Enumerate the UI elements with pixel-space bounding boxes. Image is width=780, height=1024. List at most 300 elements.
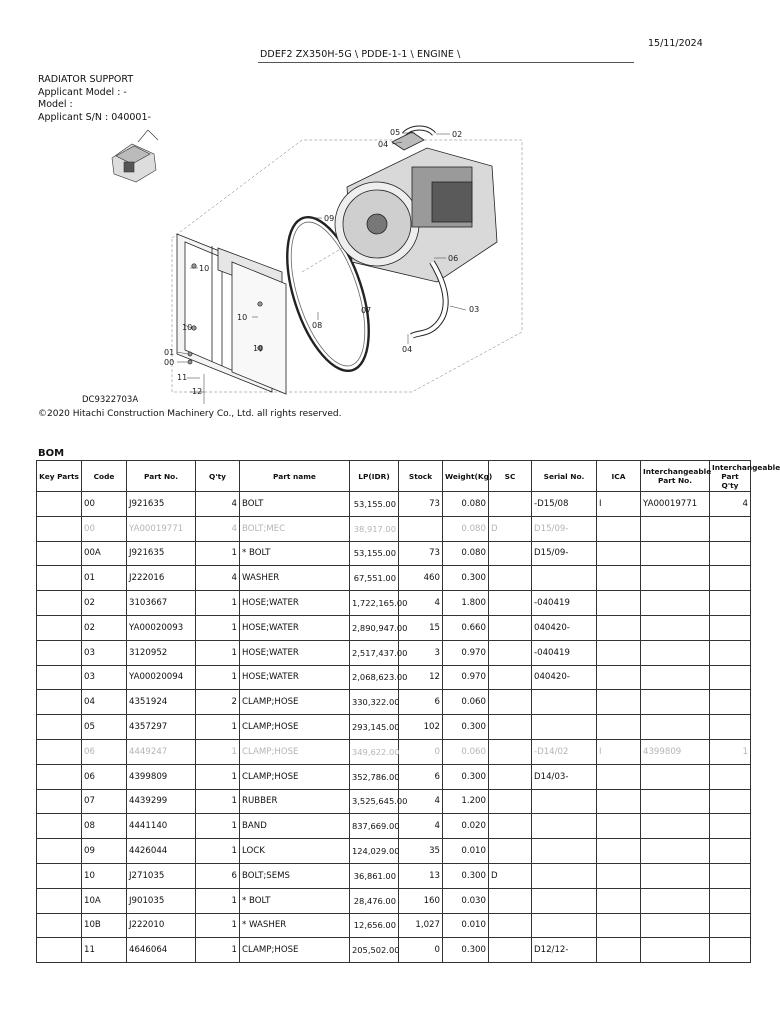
- bom-table: [36, 460, 780, 963]
- part-name-cell: HOSE;WATER: [240, 640, 350, 665]
- part-no-cell: 3103667: [127, 591, 196, 616]
- table-row: [37, 888, 751, 913]
- table-row: [37, 739, 751, 764]
- code-cell: 06: [82, 739, 127, 764]
- sc-cell: [489, 615, 532, 640]
- part-name-cell: BOLT;MEC: [240, 516, 350, 541]
- table-row: [37, 492, 751, 517]
- code-cell: 00: [82, 516, 127, 541]
- sc-cell: [489, 715, 532, 740]
- table-row: [37, 591, 751, 616]
- ica-cell: [597, 690, 641, 715]
- code-cell: 01: [82, 566, 127, 591]
- col-header-stock: Stock: [399, 461, 443, 492]
- stock-cell: 3: [399, 640, 443, 665]
- serial-no-cell: D15/09-: [532, 516, 597, 541]
- lp-cell: 67,551.00: [350, 566, 399, 591]
- lp-cell: 352,786.00: [350, 764, 399, 789]
- key-parts-cell: [37, 715, 82, 740]
- weight-cell: 1.800: [443, 591, 489, 616]
- serial-no-cell: [532, 715, 597, 740]
- svg-text:10: 10: [253, 344, 264, 353]
- weight-cell: 0.080: [443, 492, 489, 517]
- interchangeable-part-no-cell: [641, 839, 710, 864]
- key-parts-cell: [37, 640, 82, 665]
- stock-cell: 102: [399, 715, 443, 740]
- code-cell: 10A: [82, 888, 127, 913]
- interchangeable-part-no-cell: [641, 516, 710, 541]
- bom-title: BOM: [38, 448, 65, 459]
- bom-body: [37, 492, 751, 963]
- part-no-cell: J901035: [127, 888, 196, 913]
- ica-cell: [597, 541, 641, 566]
- interchangeable-qty-cell: [710, 541, 751, 566]
- code-cell: 07: [82, 789, 127, 814]
- ica-cell: [597, 640, 641, 665]
- interchangeable-qty-cell: [710, 913, 751, 938]
- svg-text:10: 10: [237, 313, 248, 322]
- serial-no-cell: 040420-: [532, 665, 597, 690]
- lp-cell: 28,476.00: [350, 888, 399, 913]
- part-no-cell: 4426044: [127, 839, 196, 864]
- serial-no-cell: 040420-: [532, 615, 597, 640]
- part-no-cell: 4351924: [127, 690, 196, 715]
- interchangeable-qty-cell: [710, 789, 751, 814]
- lp-cell: 2,890,947.00: [350, 615, 399, 640]
- lp-cell: 1,722,165.00: [350, 591, 399, 616]
- interchangeable-qty-cell: [710, 566, 751, 591]
- sc-cell: [489, 591, 532, 616]
- col-header-weight: Weight(Kg): [443, 461, 489, 492]
- serial-no-cell: -040419: [532, 640, 597, 665]
- interchangeable-qty-cell: [710, 938, 751, 963]
- weight-cell: 0.010: [443, 913, 489, 938]
- interchangeable-qty-cell: [710, 516, 751, 541]
- code-cell: 03: [82, 665, 127, 690]
- part-name-cell: CLAMP;HOSE: [240, 739, 350, 764]
- interchangeable-qty-cell: [710, 615, 751, 640]
- engine-block: [335, 132, 497, 282]
- qty-cell: 2: [196, 690, 240, 715]
- interchangeable-qty-cell: [710, 839, 751, 864]
- qty-cell: 4: [196, 492, 240, 517]
- col-header-code: Code: [82, 461, 127, 492]
- part-no-cell: 4439299: [127, 789, 196, 814]
- part-name-cell: BAND: [240, 814, 350, 839]
- diagram-code: DC9322703A: [82, 395, 139, 405]
- ica-cell: [597, 814, 641, 839]
- code-cell: 10B: [82, 913, 127, 938]
- code-cell: 09: [82, 839, 127, 864]
- table-row: [37, 615, 751, 640]
- serial-no-cell: [532, 814, 597, 839]
- header-divider: [258, 62, 634, 63]
- ica-cell: [597, 863, 641, 888]
- ica-cell: [597, 789, 641, 814]
- key-parts-cell: [37, 591, 82, 616]
- qty-cell: 1: [196, 640, 240, 665]
- serial-no-cell: D12/12-: [532, 938, 597, 963]
- stock-cell: 73: [399, 541, 443, 566]
- interchangeable-part-no-cell: [641, 789, 710, 814]
- sc-cell: [489, 492, 532, 517]
- weight-cell: 0.010: [443, 839, 489, 864]
- code-cell: 03: [82, 640, 127, 665]
- interchangeable-qty-cell: [710, 715, 751, 740]
- stock-cell: 15: [399, 615, 443, 640]
- table-row: [37, 665, 751, 690]
- key-parts-cell: [37, 789, 82, 814]
- stock-cell: 4: [399, 789, 443, 814]
- table-row: [37, 640, 751, 665]
- qty-cell: 1: [196, 591, 240, 616]
- interchangeable-part-no-cell: 4399809: [641, 739, 710, 764]
- stock-cell: 12: [399, 665, 443, 690]
- part-name-cell: CLAMP;HOSE: [240, 938, 350, 963]
- svg-text:06: 06: [448, 254, 459, 263]
- qty-cell: 1: [196, 938, 240, 963]
- svg-text:00: 00: [164, 358, 175, 367]
- lp-cell: 36,861.00: [350, 863, 399, 888]
- part-no-cell: 4399809: [127, 764, 196, 789]
- weight-cell: 0.970: [443, 640, 489, 665]
- code-cell: 06: [82, 764, 127, 789]
- weight-cell: 1.200: [443, 789, 489, 814]
- stock-cell: 35: [399, 839, 443, 864]
- interchangeable-qty-cell: [710, 665, 751, 690]
- interchangeable-qty-cell: [710, 814, 751, 839]
- ica-cell: [597, 888, 641, 913]
- weight-cell: 0.300: [443, 715, 489, 740]
- part-name-cell: HOSE;WATER: [240, 591, 350, 616]
- interchangeable-qty-cell: [710, 690, 751, 715]
- table-row: [37, 541, 751, 566]
- lp-cell: 349,622.00: [350, 739, 399, 764]
- qty-cell: 1: [196, 764, 240, 789]
- interchangeable-part-no-cell: [641, 715, 710, 740]
- table-row: [37, 516, 751, 541]
- serial-no-cell: -D15/08: [532, 492, 597, 517]
- assembly-info: [38, 74, 151, 124]
- interchangeable-part-no-cell: [641, 913, 710, 938]
- breadcrumb: DDEF2 ZX350H-5G \ PDDE-1-1 \ ENGINE \: [260, 49, 461, 60]
- ica-cell: [597, 566, 641, 591]
- key-parts-cell: [37, 938, 82, 963]
- ica-cell: [597, 764, 641, 789]
- ica-cell: [597, 938, 641, 963]
- exploded-parts-diagram: [82, 122, 542, 404]
- col-header-interchangeable-qty: Interchangeable Part Q'ty: [710, 461, 751, 492]
- part-no-cell: J222010: [127, 913, 196, 938]
- key-parts-cell: [37, 566, 82, 591]
- lp-cell: 53,155.00: [350, 492, 399, 517]
- key-parts-cell: [37, 492, 82, 517]
- weight-cell: 0.300: [443, 938, 489, 963]
- part-no-cell: YA00020094: [127, 665, 196, 690]
- weight-cell: 0.020: [443, 814, 489, 839]
- interchangeable-part-no-cell: [641, 690, 710, 715]
- code-cell: 04: [82, 690, 127, 715]
- interchangeable-part-no-cell: [641, 615, 710, 640]
- interchangeable-qty-cell: [710, 863, 751, 888]
- weight-cell: 0.060: [443, 690, 489, 715]
- col-header-interchangeable-part-no: Interchangeable Part No.: [641, 461, 710, 492]
- part-no-cell: 4646064: [127, 938, 196, 963]
- qty-cell: 1: [196, 839, 240, 864]
- ica-cell: [597, 516, 641, 541]
- ica-cell: [597, 591, 641, 616]
- sc-cell: [489, 938, 532, 963]
- svg-text:12: 12: [192, 387, 203, 396]
- sc-cell: [489, 566, 532, 591]
- qty-cell: 1: [196, 615, 240, 640]
- key-parts-cell: [37, 665, 82, 690]
- ica-cell: [597, 665, 641, 690]
- sc-cell: D: [489, 516, 532, 541]
- weight-cell: 0.300: [443, 863, 489, 888]
- lp-cell: 124,029.00: [350, 839, 399, 864]
- svg-text:04: 04: [378, 140, 389, 149]
- part-name-cell: * WASHER: [240, 913, 350, 938]
- qty-cell: 1: [196, 888, 240, 913]
- lp-cell: 2,517,437.00: [350, 640, 399, 665]
- col-header-ica: ICA: [597, 461, 641, 492]
- stock-cell: 0: [399, 739, 443, 764]
- part-no-cell: J921635: [127, 541, 196, 566]
- stock-cell: 4: [399, 591, 443, 616]
- part-name-cell: WASHER: [240, 566, 350, 591]
- stock-cell: 73: [399, 492, 443, 517]
- col-header-part-no: Part No.: [127, 461, 196, 492]
- bom-header-row: [37, 461, 751, 492]
- lp-cell: 3,525,645.00: [350, 789, 399, 814]
- part-name-cell: * BOLT: [240, 541, 350, 566]
- ica-cell: [597, 615, 641, 640]
- sc-cell: [489, 690, 532, 715]
- sc-cell: [489, 640, 532, 665]
- svg-text:05: 05: [390, 128, 401, 137]
- qty-cell: 4: [196, 516, 240, 541]
- serial-no-cell: [532, 566, 597, 591]
- stock-cell: 1,027: [399, 913, 443, 938]
- interchangeable-qty-cell: 1: [710, 739, 751, 764]
- code-cell: 05: [82, 715, 127, 740]
- serial-no-cell: [532, 690, 597, 715]
- part-no-cell: 4441140: [127, 814, 196, 839]
- ica-cell: [597, 913, 641, 938]
- part-name-cell: HOSE;WATER: [240, 615, 350, 640]
- table-row: [37, 764, 751, 789]
- part-no-cell: YA00019771: [127, 516, 196, 541]
- key-parts-cell: [37, 739, 82, 764]
- model: Model :: [38, 99, 73, 110]
- stock-cell: 0: [399, 938, 443, 963]
- col-header-lp: LP(IDR): [350, 461, 399, 492]
- stock-cell: 4: [399, 814, 443, 839]
- weight-cell: 0.660: [443, 615, 489, 640]
- qty-cell: 1: [196, 665, 240, 690]
- sc-cell: [489, 913, 532, 938]
- weight-cell: 0.300: [443, 566, 489, 591]
- weight-cell: 0.030: [443, 888, 489, 913]
- radiator-frame: [177, 234, 286, 394]
- code-cell: 02: [82, 591, 127, 616]
- part-name-cell: * BOLT: [240, 888, 350, 913]
- key-parts-cell: [37, 516, 82, 541]
- part-name-cell: LOCK: [240, 839, 350, 864]
- interchangeable-qty-cell: [710, 888, 751, 913]
- part-no-cell: J271035: [127, 863, 196, 888]
- svg-text:07: 07: [361, 306, 372, 315]
- lp-cell: 12,656.00: [350, 913, 399, 938]
- ica-cell: [597, 839, 641, 864]
- stock-cell: 6: [399, 690, 443, 715]
- table-row: [37, 863, 751, 888]
- stock-cell: 160: [399, 888, 443, 913]
- print-date: 15/11/2024: [648, 38, 703, 49]
- interchangeable-part-no-cell: [641, 764, 710, 789]
- col-header-sc: SC: [489, 461, 532, 492]
- lp-cell: 53,155.00: [350, 541, 399, 566]
- svg-text:09: 09: [324, 214, 335, 223]
- col-header-qty: Q'ty: [196, 461, 240, 492]
- serial-no-cell: -040419: [532, 591, 597, 616]
- sc-cell: [489, 739, 532, 764]
- table-row: [37, 566, 751, 591]
- lp-cell: 2,068,623.00: [350, 665, 399, 690]
- ica-cell: I: [597, 492, 641, 517]
- sc-cell: D: [489, 863, 532, 888]
- interchangeable-part-no-cell: [641, 591, 710, 616]
- col-header-part-name: Part name: [240, 461, 350, 492]
- code-cell: 08: [82, 814, 127, 839]
- sc-cell: [489, 789, 532, 814]
- table-row: [37, 715, 751, 740]
- interchangeable-part-no-cell: YA00019771: [641, 492, 710, 517]
- part-name-cell: CLAMP;HOSE: [240, 690, 350, 715]
- interchangeable-part-no-cell: [641, 814, 710, 839]
- applicant-serial: Applicant S/N : 040001-: [38, 111, 151, 123]
- stock-cell: 6: [399, 764, 443, 789]
- part-no-cell: J921635: [127, 492, 196, 517]
- part-name-cell: BOLT;SEMS: [240, 863, 350, 888]
- lp-cell: 330,322.00: [350, 690, 399, 715]
- interchangeable-part-no-cell: [641, 640, 710, 665]
- code-cell: 02: [82, 615, 127, 640]
- qty-cell: 1: [196, 541, 240, 566]
- serial-no-cell: D14/03-: [532, 764, 597, 789]
- table-row: [37, 690, 751, 715]
- diagram-svg: [82, 122, 542, 404]
- weight-cell: 0.300: [443, 764, 489, 789]
- weight-cell: 0.080: [443, 516, 489, 541]
- stock-cell: [399, 516, 443, 541]
- serial-no-cell: D15/09-: [532, 541, 597, 566]
- stock-cell: 460: [399, 566, 443, 591]
- interchangeable-part-no-cell: [641, 938, 710, 963]
- weight-cell: 0.060: [443, 739, 489, 764]
- col-header-serial-no: Serial No.: [532, 461, 597, 492]
- svg-text:02: 02: [452, 130, 463, 139]
- interchangeable-qty-cell: 4: [710, 492, 751, 517]
- ica-cell: I: [597, 739, 641, 764]
- machine-thumbnail-icon: [112, 130, 158, 182]
- svg-text:01: 01: [164, 348, 175, 357]
- qty-cell: 1: [196, 814, 240, 839]
- key-parts-cell: [37, 863, 82, 888]
- key-parts-cell: [37, 615, 82, 640]
- table-row: [37, 839, 751, 864]
- interchangeable-part-no-cell: [641, 541, 710, 566]
- lp-cell: 38,917.00: [350, 516, 399, 541]
- part-no-cell: YA00020093: [127, 615, 196, 640]
- key-parts-cell: [37, 541, 82, 566]
- part-no-cell: 4357297: [127, 715, 196, 740]
- part-no-cell: J222016: [127, 566, 196, 591]
- qty-cell: 6: [196, 863, 240, 888]
- qty-cell: 1: [196, 739, 240, 764]
- part-no-cell: 3120952: [127, 640, 196, 665]
- sc-cell: [489, 541, 532, 566]
- interchangeable-qty-cell: [710, 640, 751, 665]
- lp-cell: 293,145.00: [350, 715, 399, 740]
- svg-text:10: 10: [199, 264, 210, 273]
- weight-cell: 0.970: [443, 665, 489, 690]
- ica-cell: [597, 715, 641, 740]
- svg-text:04: 04: [402, 345, 413, 354]
- sc-cell: [489, 764, 532, 789]
- qty-cell: 1: [196, 715, 240, 740]
- interchangeable-part-no-cell: [641, 665, 710, 690]
- interchangeable-qty-cell: [710, 591, 751, 616]
- qty-cell: 1: [196, 913, 240, 938]
- code-cell: 11: [82, 938, 127, 963]
- serial-no-cell: [532, 789, 597, 814]
- serial-no-cell: [532, 863, 597, 888]
- key-parts-cell: [37, 913, 82, 938]
- part-name-cell: RUBBER: [240, 789, 350, 814]
- key-parts-cell: [37, 764, 82, 789]
- part-name-cell: CLAMP;HOSE: [240, 715, 350, 740]
- part-name-cell: CLAMP;HOSE: [240, 764, 350, 789]
- assembly-title: RADIATOR SUPPORT: [38, 74, 134, 85]
- sc-cell: [489, 839, 532, 864]
- key-parts-cell: [37, 690, 82, 715]
- svg-text:11: 11: [177, 373, 188, 382]
- code-cell: 00A: [82, 541, 127, 566]
- part-name-cell: BOLT: [240, 492, 350, 517]
- sc-cell: [489, 665, 532, 690]
- part-name-cell: HOSE;WATER: [240, 665, 350, 690]
- interchangeable-part-no-cell: [641, 863, 710, 888]
- table-row: [37, 789, 751, 814]
- serial-no-cell: [532, 839, 597, 864]
- sc-cell: [489, 888, 532, 913]
- table-row: [37, 913, 751, 938]
- lp-cell: 837,669.00: [350, 814, 399, 839]
- table-row: [37, 938, 751, 963]
- code-cell: 00: [82, 492, 127, 517]
- part-no-cell: 4449247: [127, 739, 196, 764]
- col-header-key-parts: Key Parts: [37, 461, 82, 492]
- stock-cell: 13: [399, 863, 443, 888]
- copyright-notice: ©2020 Hitachi Construction Machinery Co., Ltd. all rights reserved.: [38, 409, 342, 419]
- svg-text:08: 08: [312, 321, 323, 330]
- applicant-model: Applicant Model : -: [38, 86, 127, 98]
- lp-cell: 205,502.00: [350, 938, 399, 963]
- code-cell: 10: [82, 863, 127, 888]
- interchangeable-part-no-cell: [641, 566, 710, 591]
